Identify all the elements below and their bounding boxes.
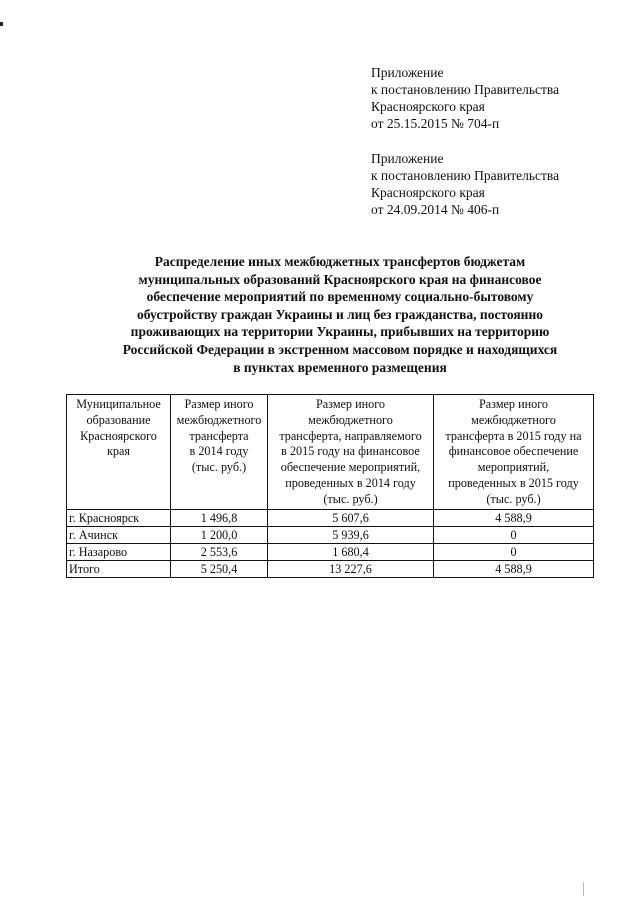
title-line: Российской Федерации в экстренном массовом порядке и находящихся — [122, 341, 558, 357]
title-line: Распределение иных межбюджетных трансфертов бюджетам — [154, 254, 526, 269]
title-line: обеспечение мероприятий по временному социально-бытовому — [146, 289, 534, 305]
cell-transfer-2015: 0 — [434, 527, 594, 544]
appendix-resolution: к постановлению Правительства — [371, 168, 560, 183]
header-municipality: Муниципальное образование Красноярского края — [67, 395, 171, 510]
title-line: в пунктах временного размещения — [233, 359, 447, 375]
appendix-region: Красноярского края — [371, 99, 485, 114]
header-transfer-2014: Размер иного межбюджетного трансферта в 2014 году (тыс. руб.) — [171, 395, 268, 510]
appendix-block-2015 — [371, 64, 611, 132]
appendix-date-number: от 25.15.2015 № 704-п — [371, 116, 500, 131]
cell-transfer-2014: 1 496,8 — [171, 510, 268, 527]
cell-transfer-2015-for-2014: 1 680,4 — [268, 544, 434, 561]
table-row — [67, 527, 594, 544]
cell-total-2014: 5 250,4 — [171, 561, 268, 578]
scan-mark — [583, 882, 584, 896]
appendix-block-2014 — [371, 150, 611, 218]
cell-transfer-2014: 2 553,6 — [171, 544, 268, 561]
appendix-resolution: к постановлению Правительства — [371, 82, 560, 97]
cell-total-label: Итого — [67, 561, 171, 578]
appendix-label: Приложение — [371, 151, 444, 166]
table-row — [67, 544, 594, 561]
title-line: муниципальных образований Красноярского края на финансовое — [138, 271, 542, 287]
appendix-region: Красноярского края — [371, 185, 485, 200]
cell-transfer-2014: 1 200,0 — [171, 527, 268, 544]
transfers-table — [66, 394, 594, 578]
cell-transfer-2015-for-2014: 5 607,6 — [268, 510, 434, 527]
cell-transfer-2015-for-2014: 5 939,6 — [268, 527, 434, 544]
cell-municipality: г. Красноярск — [67, 510, 171, 527]
cell-municipality: г. Ачинск — [67, 527, 171, 544]
appendix-date-number: от 24.09.2014 № 406-п — [371, 202, 500, 217]
document-title — [85, 253, 595, 376]
table-header-row — [67, 395, 594, 510]
table-total-row — [67, 561, 594, 578]
cell-transfer-2015: 4 588,9 — [434, 510, 594, 527]
title-line: проживающих на территории Украины, прибывших на территорию — [130, 324, 550, 340]
title-line: обустройству граждан Украины и лиц без гражданства, постоянно — [137, 306, 543, 322]
cell-total-2015: 4 588,9 — [434, 561, 594, 578]
cell-transfer-2015: 0 — [434, 544, 594, 561]
scan-mark — [0, 22, 3, 26]
appendix-label: Приложение — [371, 65, 444, 80]
header-transfer-2015: Размер иного межбюджетного трансферта в 2015 году на финансовое обеспечение мероприятий, проведенных в 2015 году (тыс. руб.) — [434, 395, 594, 510]
cell-total-2015-for-2014: 13 227,6 — [268, 561, 434, 578]
header-transfer-2015-for-2014: Размер иного межбюджетного трансферта, направляемого в 2015 году на финансовое обеспечение мероприятий, проведенных в 2014 году (тыс. руб.) — [268, 395, 434, 510]
table-row — [67, 510, 594, 527]
cell-municipality: г. Назарово — [67, 544, 171, 561]
